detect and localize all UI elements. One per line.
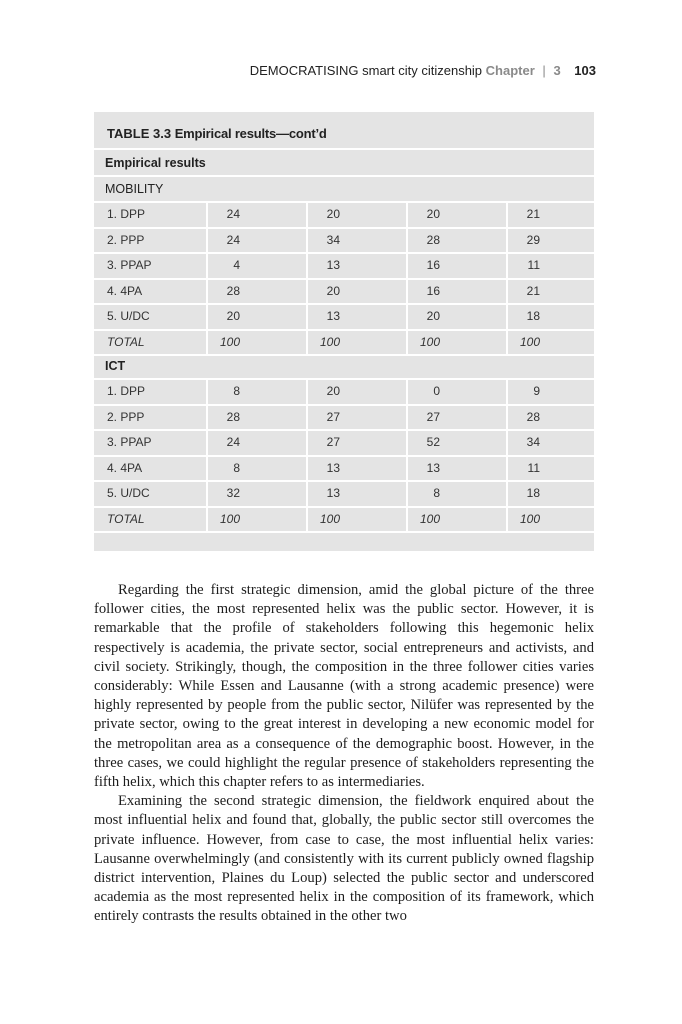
row-divider	[94, 531, 594, 533]
column-divider	[206, 378, 208, 532]
table-cell: 29	[526, 232, 540, 247]
page-number: 103	[574, 63, 596, 78]
table-cell: 20	[326, 207, 340, 221]
table-cell: 20	[326, 384, 340, 398]
table-cell: 16	[426, 283, 440, 298]
table-cell: 28	[426, 232, 440, 247]
table-cell: 27	[426, 409, 440, 424]
table-cell: 8	[433, 486, 440, 500]
table-cell: 52	[426, 435, 440, 449]
row-divider	[94, 354, 594, 356]
table-cell: 32	[226, 486, 240, 500]
paragraph: Regarding the first strategic dimension, amid the global picture of the three follower cities, the most represented helix was the public sector. However, it is remarkable that the profile of stakeholders following this hegemonic helix respectively is academia, the private sector, social entrepreneurs and activists, and civil society. Strikingly, though, the composition in the three follower cities varies considerably: While Essen and Lausanne (with a strong academic presence) were highly represented by people from the public sector, Nilüfer was represented by the private sector, owing to the great interest in developing a new economic model for the metropolitan area as a consequence of the demographic boost. However, in the three cases, we could highlight the regular presence of stakeholders representing the fifth helix, which this chapter refers to as intermediaries.	[94, 582, 594, 791]
row-label: 3. PPAP	[107, 258, 152, 272]
table-cell: 100	[419, 334, 440, 349]
column-divider	[306, 378, 308, 532]
column-divider	[406, 378, 408, 532]
column-divider	[306, 201, 308, 355]
body-text	[94, 581, 594, 927]
table-cell: 24	[226, 232, 240, 247]
table-cell: 20	[426, 309, 440, 323]
table-cell: 28	[226, 409, 240, 424]
table-cell: 13	[326, 486, 340, 500]
running-head-title: DEMOCRATISING smart city citizenship	[249, 63, 483, 78]
table-cell: 27	[326, 435, 340, 449]
row-label: 2. PPP	[107, 409, 145, 424]
table-row	[94, 430, 594, 454]
running-head	[94, 63, 596, 78]
table-cell: 27	[326, 409, 340, 424]
table-row	[94, 279, 594, 303]
row-label: 1. DPP	[107, 207, 146, 221]
table-cell: 100	[219, 511, 240, 526]
table-row	[94, 253, 594, 277]
table-cell: 8	[233, 384, 240, 398]
column-divider	[206, 201, 208, 355]
table-cell: 11	[527, 460, 540, 475]
table-cell: 20	[326, 283, 340, 298]
table-cell: 13	[326, 460, 340, 475]
row-divider	[94, 175, 594, 177]
row-label: 4. 4PA	[107, 460, 143, 475]
table-row	[94, 202, 594, 226]
table-cell: 21	[526, 207, 540, 221]
row-label: TOTAL	[107, 334, 145, 349]
table-row	[94, 456, 594, 480]
row-label: 1. DPP	[107, 384, 146, 398]
table-cell: 9	[533, 384, 540, 398]
table-cell: 16	[426, 258, 440, 272]
row-label: 2. PPP	[107, 232, 145, 247]
table-cell: 11	[527, 258, 540, 272]
table-row	[94, 228, 594, 252]
table-row	[94, 405, 594, 429]
table-cell: 18	[526, 309, 540, 323]
table-cell: 100	[319, 511, 340, 526]
table-cell: 4	[233, 258, 240, 272]
row-label: TOTAL	[107, 511, 145, 526]
row-label: 4. 4PA	[107, 283, 143, 298]
table-cell: 13	[326, 258, 340, 272]
table-cell: 18	[526, 486, 540, 500]
table-cell: 34	[526, 435, 540, 449]
row-divider	[94, 148, 594, 150]
row-label: 5. U/DC	[107, 309, 150, 323]
table-cell: 34	[326, 232, 340, 247]
row-label: 5. U/DC	[107, 486, 150, 500]
table-cell: 20	[426, 207, 440, 221]
table-cell: 24	[226, 207, 240, 221]
table-label: TABLE 3.3	[107, 126, 172, 141]
table-cell: 100	[219, 334, 240, 349]
chapter-number: 3	[553, 63, 561, 78]
table-caption: Empirical results—cont’d	[174, 126, 327, 141]
section-heading: MOBILITY	[105, 182, 164, 196]
running-head-separator: |	[542, 63, 546, 78]
section-heading: ICT	[105, 359, 126, 373]
table-row	[94, 330, 594, 354]
table-header-label: Empirical results	[105, 156, 206, 170]
column-divider	[406, 201, 408, 355]
table-cell: 8	[233, 460, 240, 475]
paragraph: Examining the second strategic dimension, the fieldwork enquired about the most influential helix and found that, globally, the public sector still overcomes the private influence. However, from case to case, the most influential helix varies: Lausanne overwhelmingly (and consistently with its current publicly owned flagship district intervention, Plaines du Loup) selected the public sector and underscored academia as the most represented helix in the composition of its framework, which entirely contrasts the results obtained in the other two	[94, 793, 594, 925]
column-divider	[506, 201, 508, 355]
table-cell: 100	[419, 511, 440, 526]
table-cell: 100	[519, 511, 540, 526]
table-row	[94, 481, 594, 505]
table-row	[94, 304, 594, 328]
table-cell: 13	[326, 309, 340, 323]
table-title	[107, 126, 327, 141]
table-cell: 24	[226, 435, 240, 449]
table-cell: 28	[526, 409, 540, 424]
table-cell: 100	[319, 334, 340, 349]
results-table	[94, 112, 594, 551]
table-cell: 0	[433, 384, 440, 398]
table-cell: 21	[526, 283, 540, 298]
table-row	[94, 379, 594, 403]
table-cell: 20	[226, 309, 240, 323]
table-row	[94, 507, 594, 531]
column-divider	[506, 378, 508, 532]
table-cell: 13	[426, 460, 440, 475]
table-cell: 100	[519, 334, 540, 349]
chapter-label: Chapter	[485, 63, 535, 78]
table-cell: 28	[226, 283, 240, 298]
row-label: 3. PPAP	[107, 435, 152, 449]
